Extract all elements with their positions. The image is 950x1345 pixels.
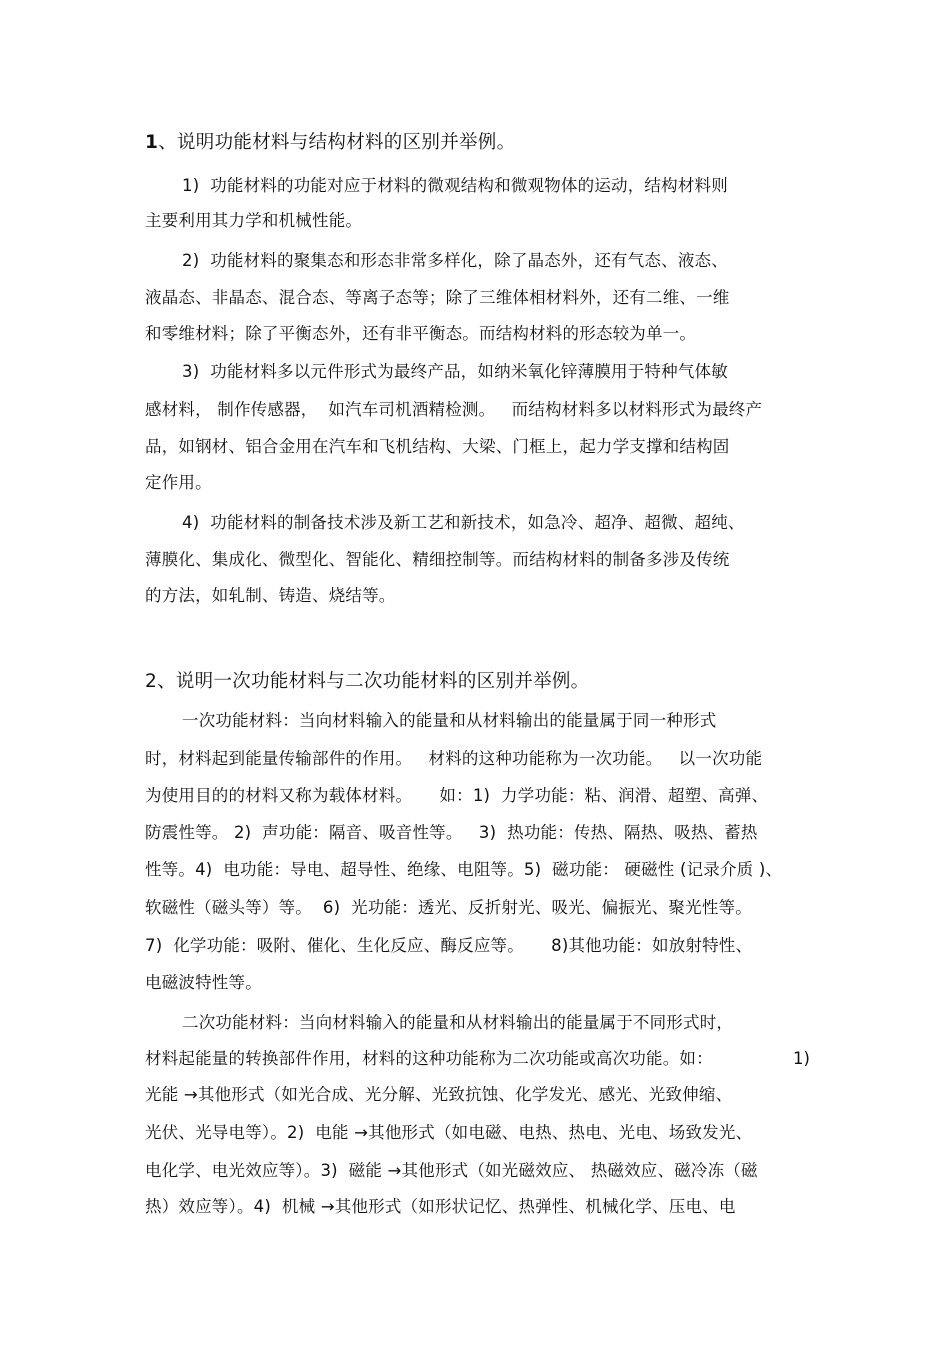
section2-paragraph-line: 软磁性（磁头等）等。 6) 光功能：透光、反折射光、吸光、偏振光、聚光性等。 [145,898,752,917]
section2-paragraph-line: 性等。4) 电功能：导电、超导性、绝缘、电阻等。5) 磁功能： 硬磁性 (记录介质 )、 [145,860,783,879]
section1-paragraph-line: 主要利用其力学和机械性能。 [145,211,363,230]
section1-paragraph-line: 定作用。 [145,473,212,492]
section1-paragraph-line: 4) 功能材料的制备技术涉及新工艺和新技术，如急冷、超净、超微、超纯、 [182,513,745,532]
section1-paragraph-line: 2) 功能材料的聚集态和形态非常多样化，除了晶态外，还有气态、液态、 [182,251,728,270]
section2-item-number: 1) [793,1049,810,1068]
section2-paragraph-line: 光伏、光导电等）。2) 电能 →其他形式（如电磁、电热、热电、光电、场致发光、 [145,1123,753,1142]
section1-paragraph-line: 和零维材料；除了平衡态外，还有非平衡态。而结构材料的形态较为单一。 [145,324,697,343]
section1-paragraph-line: 液晶态、非晶态、混合态、等离子态等；除了三维体相材料外，还有二维、一维 [145,288,730,307]
section2-paragraph-line: 防震性等。 2) 声功能：隔音、吸音性等。 3) 热功能：传热、隔热、吸热、蓄热 [145,823,758,842]
section2-paragraph-line: 时，材料起到能量传输部件的作用。 材料的这种功能称为一次功能。 以一次功能 [145,749,763,768]
section2-paragraph-line: 材料起能量的转换部件作用，材料的这种功能称为二次功能或高次功能。如： [145,1049,713,1068]
section2-paragraph-line: 二次功能材料：当向材料输入的能量和从材料输出的能量属于不同形式时， [182,1013,734,1032]
section2-heading: 2、说明一次功能材料与二次功能材料的区别并举例。 [145,671,590,692]
section2-paragraph-line: 电化学、电光效应等）。3) 磁能 →其他形式（如光磁效应、 热磁效应、磁冷冻（磁 [145,1161,758,1180]
section1-heading [145,131,515,155]
section1-paragraph-line: 感材料， 制作传感器， 如汽车司机酒精检测。 而结构材料多以材料形式为最终产 [145,400,763,419]
section2-paragraph-line: 电磁波特性等。 [145,973,262,992]
section2-paragraph-line: 7) 化学功能：吸附、催化、生化反应、酶反应等。 8)其他功能：如放射特性、 [145,936,753,955]
section1-paragraph-line: 品，如钢材、铝合金用在汽车和飞机结构、大梁、门框上，起力学支撑和结构固 [145,437,730,456]
section1-heading-text: 、说明功能材料与结构材料的区别并举例。 [158,132,516,153]
section1-heading-number: 1 [145,132,159,153]
section2-paragraph-line: 一次功能材料：当向材料输入的能量和从材料输出的能量属于同一种形式 [182,711,717,730]
section2-paragraph-line: 热）效应等）。4) 机械 →其他形式（如形状记忆、热弹性、机械化学、压电、电 [145,1197,736,1216]
section2-paragraph-line: 光能 →其他形式（如光合成、光分解、光致抗蚀、化学发光、感光、光致伸缩、 [145,1085,733,1104]
section2-paragraph-line: 为使用目的的材料又称为载体材料。 如：1) 力学功能：粘、润滑、超塑、高弹、 [145,786,769,805]
section1-paragraph-line: 薄膜化、集成化、微型化、智能化、精细控制等。而结构材料的制备多涉及传统 [145,550,730,569]
section1-paragraph-line: 的方法，如轧制、铸造、烧结等。 [145,586,396,605]
section1-paragraph-line: 1) 功能材料的功能对应于材料的微观结构和微观物体的运动，结构材料则 [182,176,728,195]
section1-paragraph-line: 3) 功能材料多以元件形式为最终产品，如纳米氧化锌薄膜用于特种气体敏 [182,362,728,381]
